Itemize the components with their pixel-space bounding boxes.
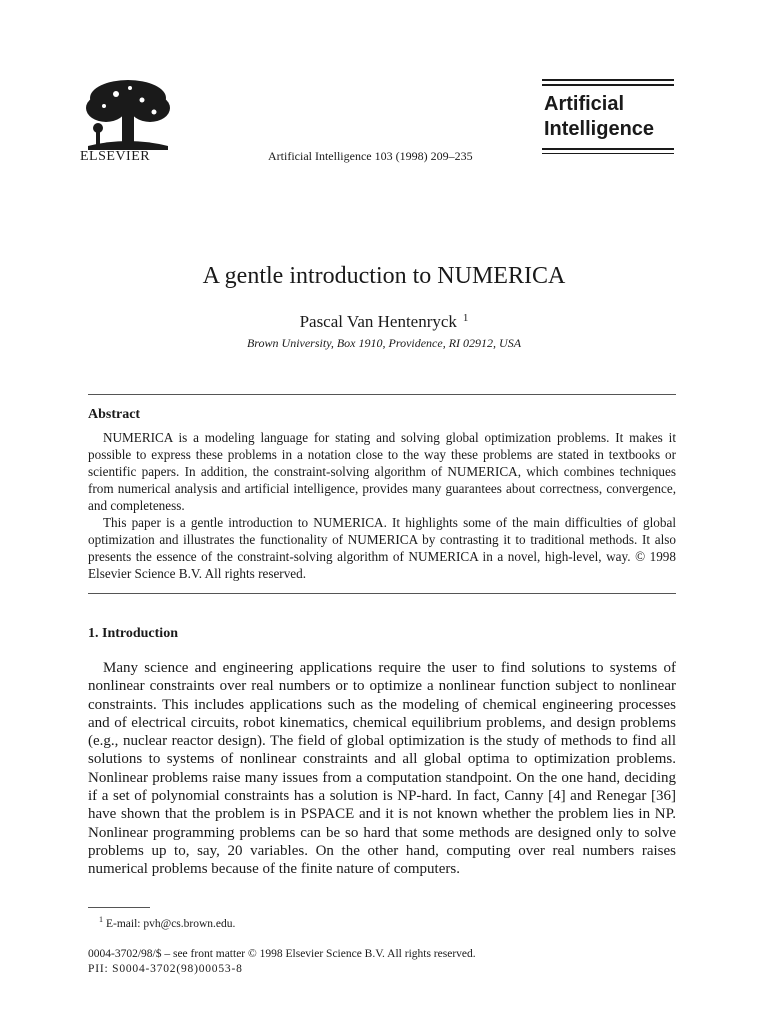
masthead-rule [542, 148, 674, 150]
divider [88, 394, 676, 395]
tree-logo-icon [80, 78, 176, 150]
masthead-rule [542, 79, 674, 81]
abstract-paragraph: NUMERICA is a modeling language for stating and solving global optimization problems. It makes it possible to express these problems in a notation close to the way these problems are stated in textbooks or scientific papers. In addition, the constraint-solving algorithm of NUMERICA, which combines techniques from numerical analysis and artificial intelligence, provides many guarantees about correctness, convergence, and completeness. [88, 430, 676, 513]
abstract-paragraph: This paper is a gentle introduction to NUMERICA. It highlights some of the main difficulties of global optimization and illustrates the functionality of NUMERICA by contrasting it to traditional methods. It also presents the essence of the constraint-solving algorithm of NUMERICA in a novel, high-level, way. © 1998 Elsevier Science B.V. All rights reserved. [88, 515, 676, 581]
journal-citation: Artificial Intelligence 103 (1998) 209–235 [268, 149, 473, 163]
author-footnote-mark[interactable]: 1 [462, 312, 469, 324]
footnote-rule [88, 907, 150, 908]
section-heading: 1. Introduction [88, 626, 178, 641]
masthead-rule [542, 84, 674, 86]
journal-title-line2: Intelligence [544, 118, 655, 140]
journal-masthead [542, 79, 674, 157]
journal-title [544, 92, 674, 142]
abstract-body [88, 429, 676, 582]
journal-title-line1: Artificial [544, 93, 625, 115]
body-paragraph: Many science and engineering applications require the user to find solutions to systems of nonlinear constraints over real numbers or to optimize a nonlinear function subject to nonlinear constraints. This includes applications such as the modeling of chemical engineering processes and of electrical circuits, robot kinematics, chemical equilibrium problems, and design problems (e.g., nuclear reactor design). The field of global optimization is the study of methods to find all solutions to systems of nonlinear constraints and all global optima to optimization problems. Nonlinear problems raise many issues from a computation standpoint. On the one hand, deciding if a set of polynomial constraints has a solution is NP-hard. In fact, Canny [4] and Renegar [36] have shown that the problem is in PSPACE and it is not known whether the problem lies in NP. Nonlinear programming problems can be so hard that some methods are designed only to solve problems up to, say, 20 variables. On the other hand, computing over real numbers raises numerical problems because of the finite nature of computers. [88, 660, 676, 878]
abstract-heading: Abstract [88, 407, 141, 422]
footnote [99, 915, 235, 930]
section-body [88, 659, 676, 879]
footnote-mark: 1 [99, 915, 103, 924]
paper-title: A gentle introduction to NUMERICA [202, 263, 566, 289]
author-name: Pascal Van Hentenryck [299, 312, 457, 331]
pii-line: PII: S0004-3702(98)00053-8 [88, 963, 243, 975]
publisher-name: ELSEVIER [80, 149, 151, 164]
copyright-line: 0004-3702/98/$ – see front matter © 1998 Elsevier Science B.V. All rights reserved. [88, 948, 476, 960]
footnote-text: E-mail: pvh@cs.brown.edu. [106, 917, 236, 930]
masthead-rule [542, 153, 674, 154]
author-affiliation: Brown University, Box 1910, Providence, RI 02912, USA [246, 336, 522, 350]
author-line [0, 312, 768, 332]
divider [88, 593, 676, 594]
